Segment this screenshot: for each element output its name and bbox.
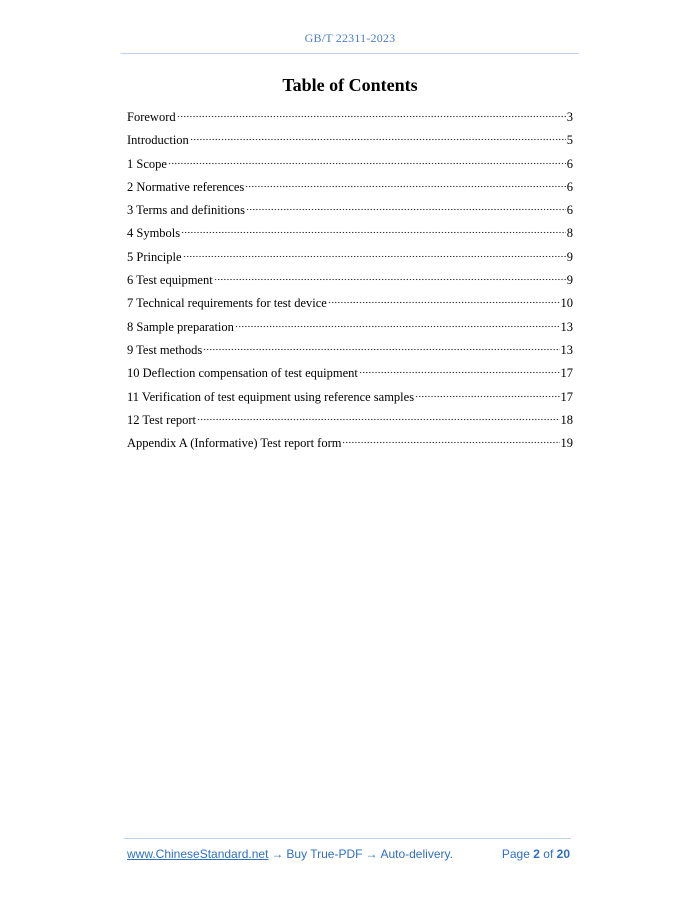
dot-leader bbox=[235, 325, 560, 328]
dot-leader bbox=[214, 278, 566, 281]
toc-entry-page: 8 bbox=[566, 226, 573, 241]
toc-entry-title: 7 Technical requirements for test device bbox=[127, 296, 327, 311]
footer-divider bbox=[124, 838, 571, 839]
total-pages-number: 20 bbox=[556, 847, 570, 861]
dot-leader bbox=[181, 231, 566, 234]
page-label: Page bbox=[501, 847, 530, 861]
toc-entry-page: 17 bbox=[560, 389, 573, 404]
site-link[interactable]: www.ChineseStandard.net bbox=[127, 847, 269, 861]
toc-entry-title: 5 Principle bbox=[127, 249, 182, 264]
toc-entry-page: 5 bbox=[566, 133, 573, 148]
toc-entry-sample-preparation[interactable] bbox=[127, 319, 573, 342]
toc-entry-symbols[interactable] bbox=[127, 225, 573, 248]
toc-entry-title: 12 Test report bbox=[127, 412, 197, 427]
arrow-right-icon: → bbox=[271, 847, 284, 861]
table-of-contents bbox=[127, 109, 573, 458]
arrow-right-icon: → bbox=[365, 847, 378, 861]
toc-entry-normative-references[interactable] bbox=[127, 179, 573, 202]
toc-entry-title: 3 Terms and definitions bbox=[127, 203, 245, 218]
toc-entry-title: Introduction bbox=[127, 133, 189, 148]
toc-entry-page: 19 bbox=[560, 436, 573, 451]
toc-entry-deflection-compensation[interactable] bbox=[127, 365, 573, 388]
page-title: Table of Contents bbox=[282, 75, 418, 95]
dot-leader bbox=[328, 301, 560, 304]
page-indicator bbox=[502, 847, 570, 861]
toc-entry-page: 6 bbox=[566, 179, 573, 194]
toc-entry-page: 6 bbox=[566, 156, 573, 171]
footer-promo bbox=[127, 847, 453, 861]
toc-entry-title: 2 Normative references bbox=[127, 179, 245, 194]
toc-entry-technical-requirements[interactable] bbox=[127, 295, 573, 318]
toc-entry-page: 18 bbox=[560, 412, 573, 427]
toc-entry-principle[interactable] bbox=[127, 249, 573, 272]
delivery-text: Auto-delivery. bbox=[380, 847, 453, 861]
toc-entry-page: 10 bbox=[560, 296, 573, 311]
toc-entry-page: 13 bbox=[560, 319, 573, 334]
toc-entry-test-equipment[interactable] bbox=[127, 272, 573, 295]
toc-entry-foreword[interactable] bbox=[127, 109, 573, 132]
toc-entry-page: 9 bbox=[566, 249, 573, 264]
dot-leader bbox=[168, 162, 566, 165]
toc-entry-page: 13 bbox=[560, 342, 573, 357]
toc-entry-verification[interactable] bbox=[127, 389, 573, 412]
toc-entry-title: 10 Deflection compensation of test equipment bbox=[127, 366, 358, 381]
dot-leader bbox=[246, 208, 566, 211]
dot-leader bbox=[197, 418, 559, 421]
toc-entry-title: Appendix A (Informative) Test report form bbox=[127, 436, 342, 451]
toc-entry-scope[interactable] bbox=[127, 156, 573, 179]
dot-leader bbox=[359, 371, 560, 374]
toc-entry-test-report[interactable] bbox=[127, 412, 573, 435]
dot-leader bbox=[245, 185, 565, 188]
dot-leader bbox=[183, 255, 566, 258]
page-footer bbox=[127, 847, 570, 861]
dot-leader bbox=[190, 138, 566, 141]
toc-entry-title: 8 Sample preparation bbox=[127, 319, 234, 334]
toc-entry-page: 3 bbox=[566, 110, 573, 124]
toc-entry-test-methods[interactable] bbox=[127, 342, 573, 365]
dot-leader bbox=[415, 395, 559, 398]
dot-leader bbox=[177, 115, 566, 118]
toc-entry-title: 1 Scope bbox=[127, 156, 167, 171]
toc-entry-appendix-a[interactable] bbox=[127, 435, 573, 458]
toc-entry-title: 9 Test methods bbox=[127, 342, 203, 357]
toc-entry-page: 6 bbox=[566, 203, 573, 218]
toc-entry-title: Foreword bbox=[127, 110, 176, 124]
document-code-header: GB/T 22311-2023 bbox=[304, 31, 396, 45]
toc-entry-terms-and-definitions[interactable] bbox=[127, 202, 573, 225]
header-divider bbox=[121, 53, 579, 54]
toc-entry-page: 9 bbox=[566, 273, 573, 288]
toc-entry-page: 17 bbox=[560, 366, 573, 381]
buy-text: Buy True-PDF bbox=[286, 847, 363, 861]
toc-entry-title: 6 Test equipment bbox=[127, 273, 213, 288]
of-label: of bbox=[543, 847, 554, 861]
dot-leader bbox=[342, 441, 559, 444]
toc-entry-title: 11 Verification of test equipment using reference samples bbox=[127, 389, 415, 404]
toc-entry-title: 4 Symbols bbox=[127, 226, 181, 241]
dot-leader bbox=[203, 348, 559, 351]
current-page-number: 2 bbox=[533, 847, 540, 861]
toc-entry-introduction[interactable] bbox=[127, 132, 573, 155]
